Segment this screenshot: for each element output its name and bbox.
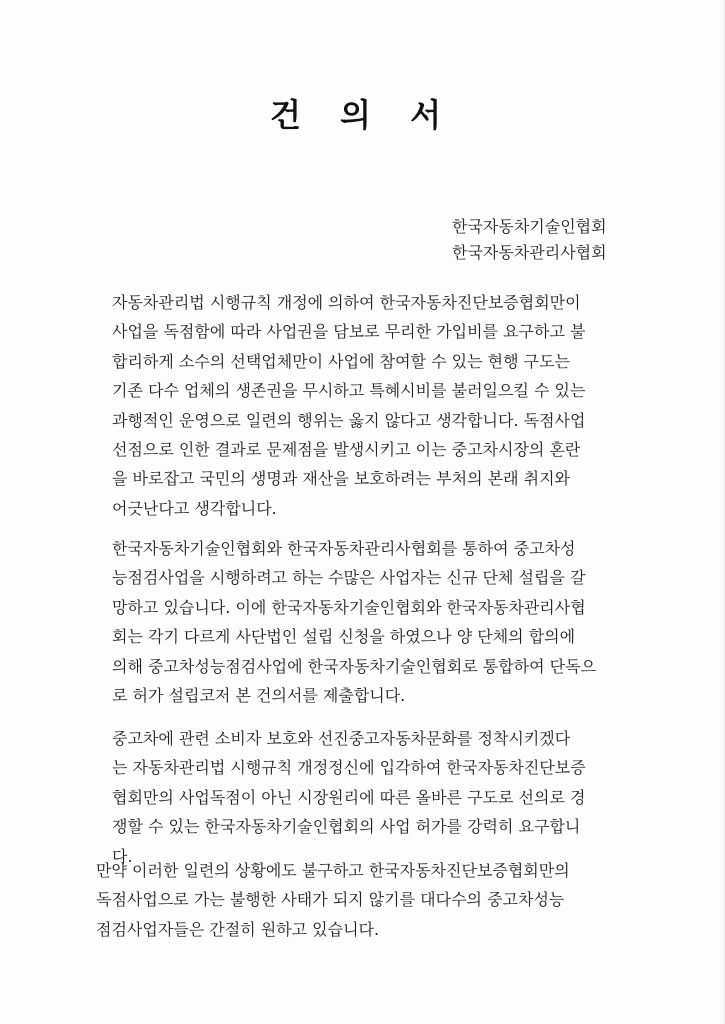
sender-block (452, 214, 607, 266)
paragraph-4 (96, 856, 644, 944)
paragraph-line: 회는 각기 다르게 사단법인 설립 신청을 하였으나 양 단체의 합의에 (112, 627, 576, 647)
paragraph-line: 는 자동차관리법 시행규칙 개정정신에 입각하여 한국자동차진단보증 (112, 758, 586, 778)
paragraph-line: 사업을 독점함에 따라 사업권을 담보로 무리한 가입비를 요구하고 불 (112, 322, 586, 342)
paragraph-line: 능점검사업을 시행하려고 하는 수많은 사업자는 신규 단체 설립을 갈 (112, 568, 586, 588)
paragraph-line: 협회만의 사업독점이 아닌 시장원리에 따른 올바른 구도로 선의로 경 (112, 787, 586, 807)
paragraph-line: 선점으로 인한 결과로 문제점을 발생시키고 이는 중고차시장의 혼란 (112, 440, 581, 460)
paragraph-3 (96, 724, 644, 871)
paragraph-line: 독점사업으로 가는 불행한 사태가 되지 않기를 대다수의 중고차성능 (96, 890, 565, 910)
paragraph-line: 어긋난다고 생각합니다. (112, 498, 277, 518)
paragraph-line: 합리하게 소수의 선택업체만이 사업에 참여할 수 있는 현행 구도는 (112, 351, 571, 371)
paragraph-line: 한국자동차기술인협회와 한국자동차관리사협회를 통하여 중고차성 (112, 539, 576, 558)
paragraph-line: 다. (112, 846, 133, 866)
sender-name: 한국자동차기술인협회 (452, 217, 607, 236)
paragraph-line: 과행적인 운영으로 일련의 행위는 옳지 않다고 생각합니다. 독점사업 (112, 410, 586, 430)
paragraph-line: 점검사업자들은 간절히 원하고 있습니다. (96, 919, 380, 939)
paragraph-2 (96, 534, 644, 710)
paragraph-line: 의해 중고차성능점검사업에 한국자동차기술인협회로 통합하여 단독으 (112, 656, 597, 676)
sender-name: 한국자동차관리사협회 (452, 243, 607, 262)
paragraph-line: 망하고 있습니다. 이에 한국자동차기술인협회와 한국자동차관리사협 (112, 597, 586, 617)
paragraph-line: 로 허가 설립코저 본 건의서를 제출합니다. (112, 686, 406, 706)
paragraph-line: 기존 다수 업체의 생존권을 무시하고 특혜시비를 불러일으킬 수 있는 (112, 381, 586, 401)
paragraph-line: 만약 이러한 일련의 상황에도 불구하고 한국자동차진단보증협회만의 (96, 861, 570, 880)
document-title: 건 의 서 (269, 96, 456, 134)
paragraph-line: 쟁할 수 있는 한국자동차기술인협회의 사업 허가를 강력히 요구합니 (112, 817, 581, 837)
paragraph-1 (96, 288, 644, 523)
paragraph-line: 자동차관리법 시행규칙 개정에 의하여 한국자동차진단보증협회만이 (112, 293, 581, 312)
paragraph-line: 중고차에 관련 소비자 보호와 선진중고자동차문화를 정착시키겠다 (112, 729, 571, 748)
paragraph-line: 을 바로잡고 국민의 생명과 재산을 보호하려는 부처의 본래 취지와 (112, 469, 571, 489)
